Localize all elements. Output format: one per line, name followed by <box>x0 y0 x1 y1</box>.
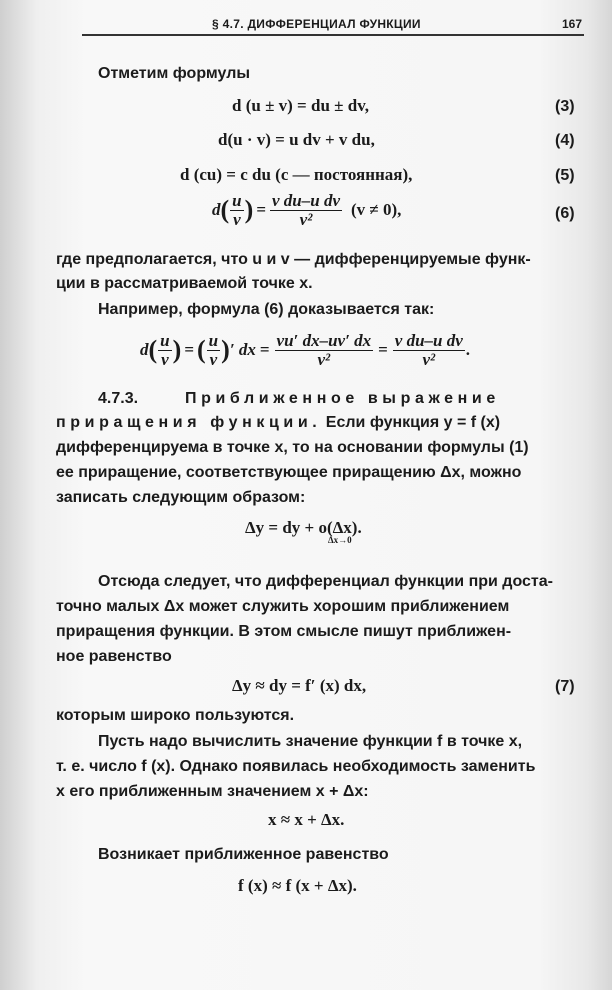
proof-denominator-1: v² <box>317 349 331 369</box>
example-text: Например, формула (6) доказывается так: <box>98 301 435 318</box>
page-number: 167 <box>561 17 582 31</box>
assume-line-1: где предполагается, что u и v — дифференцируемые функ- <box>56 251 531 268</box>
proof-u2: u <box>208 331 219 350</box>
let-line-1: Пусть надо вычислить значение функции f в точке x, <box>98 733 523 750</box>
eq-number-5: (5) <box>555 167 575 184</box>
delta-limit: Δx→0 <box>327 535 352 546</box>
eq-number-6: (6) <box>555 205 575 222</box>
section-number: 4.7.3. <box>98 390 139 407</box>
formula-5: d (cu) = c du (c — постоянная), <box>180 165 413 184</box>
proof-denominator-2: v² <box>422 349 436 369</box>
follows-line-3: приращения функции. В этом смысле пишут приближен- <box>56 623 512 640</box>
eq-number-3: (3) <box>555 98 575 115</box>
proof-v2: v <box>209 349 218 369</box>
proof-numerator-2: v du–u dv <box>394 331 463 350</box>
proof-u1: u <box>160 331 170 350</box>
proof-numerator-1: vu′ dx–uv′ dx <box>276 331 372 350</box>
eq-number-7: (7) <box>555 678 575 695</box>
formula-6: d ( $\frac{u}{v}$ ) = $\frac{\text{v du–u dv}}{\text{v²}}$ (v ≠ 0), <box>212 191 402 229</box>
follows-line-4: ное равенство <box>56 648 172 665</box>
section-line-1 <box>56 411 500 435</box>
arises-text: Возникает приближенное равенство <box>98 846 389 863</box>
assume-line-2: ции в рассматриваемой точке x. <box>56 275 313 292</box>
formula6-v: v <box>233 209 241 229</box>
delta-equation: Δy = dy + o(Δx). <box>245 518 362 537</box>
formula6-numerator: v du–u dv <box>272 191 340 210</box>
section-line-3: ее приращение, соответствующее приращению Δx, можно <box>56 464 522 481</box>
follows-line-1: Отсюда следует, что дифференциал функции при доста- <box>98 573 553 590</box>
section-title-a: Приближенное выражение <box>185 390 500 407</box>
proof-formula: d ( $\frac{u}{v}$ ) = ( $\frac{u}{v}$ ) ′ dx = $\frac{vu' dx-uv' dx}{\text{v²}}$ = $\frac{\text{v du–u dv}}{\text{v²}}$ . <box>140 331 471 369</box>
approx-x-formula: x ≈ x + Δx. <box>268 810 345 829</box>
let-line-2: т. е. число f (x). Однако появилась необходимость заменить <box>56 758 536 775</box>
approx-f-formula: f (x) ≈ f (x + Δx). <box>238 876 357 895</box>
formula6-denominator: v² <box>299 209 313 229</box>
running-header <box>82 8 584 36</box>
formula6-d: d <box>212 200 221 220</box>
formula6-u: u <box>232 191 242 210</box>
let-line-3: x его приближенным значением x + Δx: <box>56 783 369 800</box>
intro-text: Отметим формулы <box>98 65 251 82</box>
section-line-4: записать следующим образом: <box>56 489 306 506</box>
section-rest-1: Если функция y = f (x) <box>325 414 501 431</box>
formula6-condition: (v ≠ 0), <box>351 200 402 220</box>
formula-7: Δy ≈ dy = f′ (x) dx, <box>232 676 367 695</box>
section-title-b: приращения функции. <box>56 414 322 431</box>
header-title: § 4.7. ДИФФЕРЕНЦИАЛ ФУНКЦИИ <box>212 17 421 31</box>
proof-v1: v <box>161 349 169 369</box>
formula-4: d(u · v) = u dv + v du, <box>218 130 375 149</box>
used-text: которым широко пользуются. <box>56 707 295 724</box>
follows-line-2: точно малых Δx может служить хорошим приближением <box>56 598 510 615</box>
formula-3: d (u ± v) = du ± dv, <box>232 96 370 115</box>
eq-number-4: (4) <box>555 132 575 149</box>
section-line-2: дифференцируема в точке x, то на основании формулы (1) <box>56 439 529 456</box>
